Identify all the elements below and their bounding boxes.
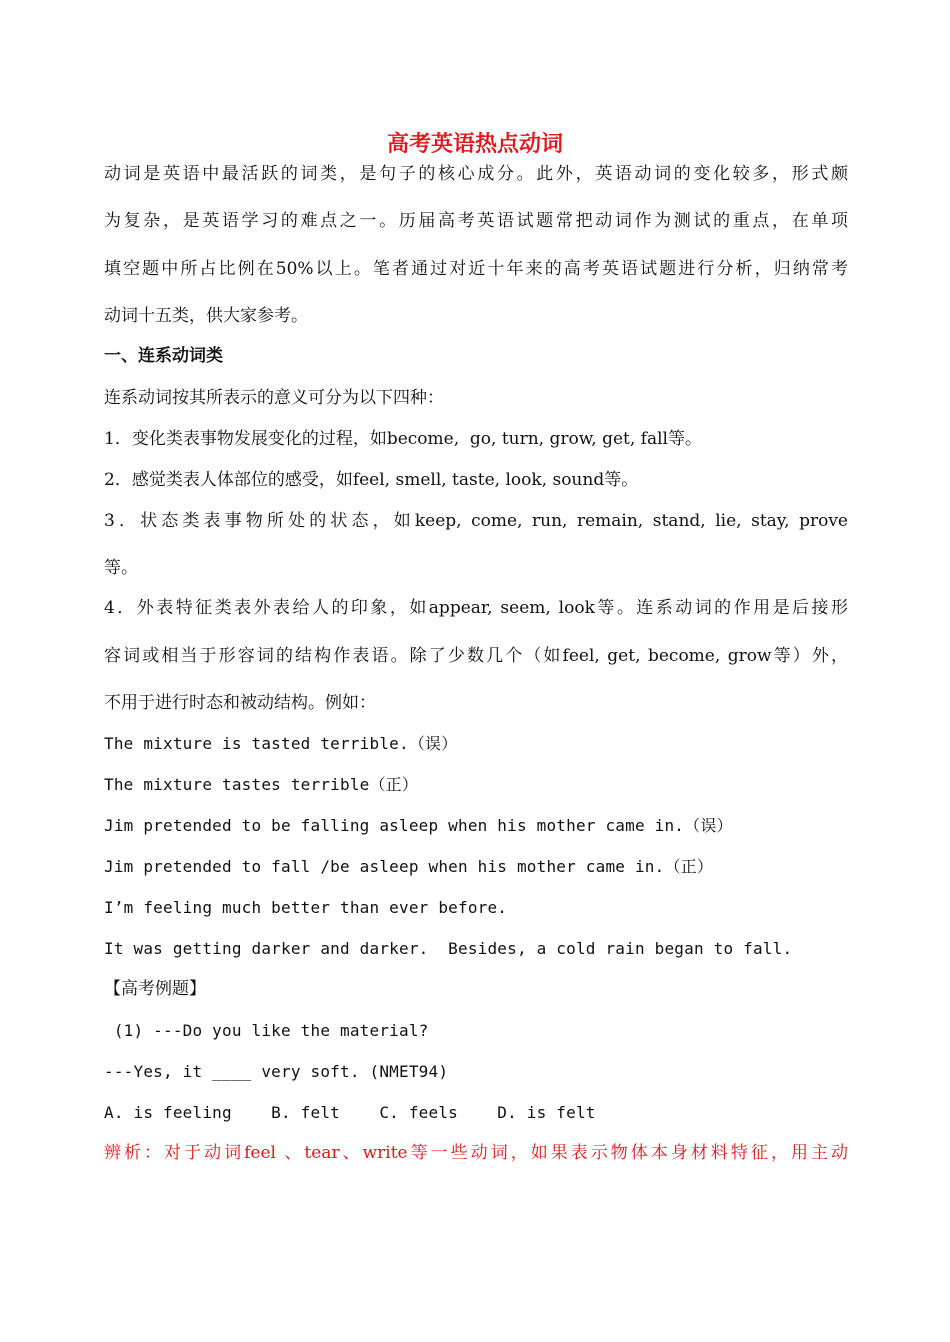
list-item: 容词或相当于形容词的结构作表语。除了少数几个（如feel, get, become, grow等）外， [104,646,848,666]
example-sentence: The mixture is tasted terrible.（误） [104,734,458,753]
answer-options: A. is feeling B. felt C. feels D. is felt [104,1103,596,1122]
intro-line-4: 动词十五类，供大家参考。 [104,306,308,326]
list-item: 3．状态类表事物所处的状态，如keep, come, run, remain, stand, lie, stay, prove [104,511,848,531]
list-item: 等。 [104,558,138,578]
section-intro: 连系动词按其所表示的意义可分为以下四种： [104,388,444,408]
example-sentence: It was getting darker and darker. Besides, a cold rain began to fall. [104,939,793,958]
example-sentence: I’m feeling much better than ever before. [104,898,508,917]
list-item: 4．外表特征类表外表给人的印象，如appear, seem, look等。连系动词的作用是后接形 [104,598,848,618]
example-sentence: The mixture tastes terrible（正） [104,775,419,794]
list-item: 2．感觉类表人体部位的感受，如feel, smell, taste, look, sound等。 [104,470,639,490]
list-item: 1．变化类表事物发展变化的过程，如become, go, turn, grow, get, fall等。 [104,429,702,449]
intro-line-3: 填空题中所占比例在50%以上。笔者通过对近十年来的高考英语试题进行分析，归纳常考 [104,259,848,279]
example-sentence: Jim pretended to fall /be asleep when his mother came in.（正） [104,857,714,876]
list-item: 不用于进行时态和被动结构。例如： [104,693,376,713]
exam-heading: 【高考例题】 [104,979,206,999]
intro-line-2: 为复杂，是英语学习的难点之一。历届高考英语试题常把动词作为测试的重点，在单项 [104,211,848,231]
question-line: (1) ---Do you like the material? [104,1021,429,1040]
document-title: 高考英语热点动词 [386,132,563,157]
section-heading: 一、连系动词类 [104,346,223,366]
analysis-text: 辨析：对于动词feel 、tear、write等一些动词，如果表示物体本身材料特征，用主动 [104,1143,848,1163]
question-line: ---Yes, it ____ very soft. (NMET94) [104,1062,449,1081]
example-sentence: Jim pretended to be falling asleep when his mother came in.（误） [104,816,733,835]
intro-line-1: 动词是英语中最活跃的词类，是句子的核心成分。此外，英语动词的变化较多，形式颇 [104,164,848,184]
